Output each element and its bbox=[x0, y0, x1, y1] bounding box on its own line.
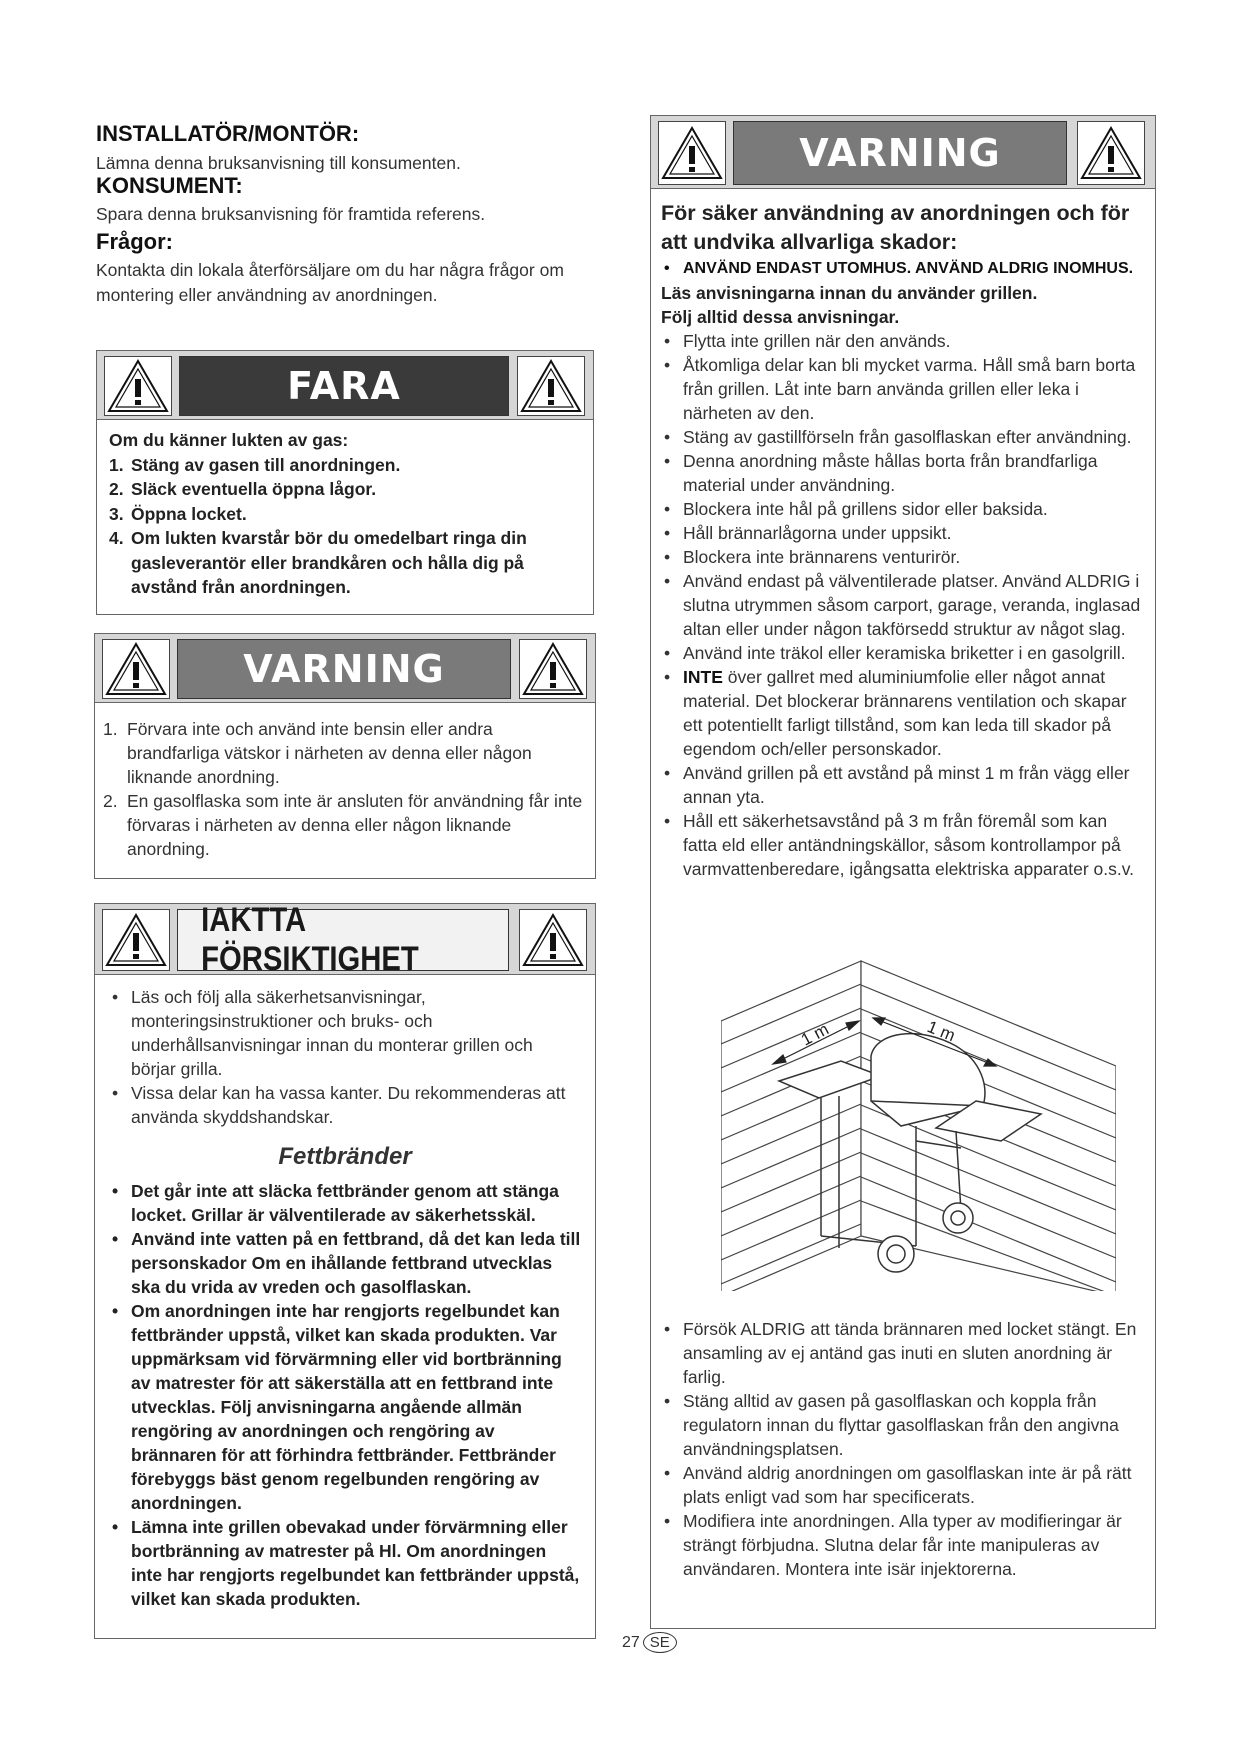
warning-title: VARNING bbox=[177, 639, 511, 699]
caution-banner bbox=[95, 901, 595, 978]
grease-fire-list bbox=[109, 1179, 581, 1611]
warning-banner bbox=[651, 116, 1155, 189]
warning-list-bottom bbox=[661, 1317, 1145, 1581]
warning-item: • Stäng alltid av gasen på gasolflaskan och koppla från regulatorn innan du flyttar gasolflaskan från den angivna användningsplatsen. bbox=[661, 1389, 1145, 1461]
warning-triangle-icon bbox=[658, 121, 726, 185]
warning-item: 2. En gasolflaska som inte är ansluten för användning får inte förvaras i närheten av denna eller någon liknande anordning. bbox=[103, 791, 583, 859]
warning-panel-right bbox=[650, 115, 1156, 1629]
caution-list bbox=[109, 985, 581, 1129]
grease-fire-item: • Om anordningen inte har rengjorts regelbundet kan fettbränder uppstå, vilket kan skada produkten. Var uppmärksam vid förvärmning eller vid bortbränning av matrester för att säkerställa att en fettbrand inte utvecklas. Följ anvisningarna angående allmän rengöring av anordningen och rengöring av brännaren för att förhindra fettbränder. Fettbränder förebyggs bäst genom regelbunden rengöring av anordningen. bbox=[109, 1299, 581, 1515]
warning-item: • Använd endast på välventilerade platser. Använd ALDRIG i slutna utrymmen såsom carport, garage, veranda, inglasad altan eller under någon takförsedd struktur av något slag. bbox=[661, 569, 1145, 641]
warning-item: • Modifiera inte anordningen. Alla typer av modifieringar är strängt förbjudna. Slutna delar får inte manipuleras av användaren. Montera inte isär injektorerna. bbox=[661, 1509, 1145, 1581]
warning-triangle-icon bbox=[519, 639, 587, 699]
warning-item-foil: • INTE över gallret med aluminiumfolie eller något annat material. Det blockerar brännarens ventilation och skapar ett potentiellt farligt tillstånd, som kan leda till skador på egendom och/eller personskador. bbox=[661, 665, 1145, 761]
consumer-text: Spara denna bruksanvisning för framtida referens. bbox=[96, 204, 486, 224]
questions-text-2: montering eller användning av anordningen. bbox=[96, 285, 438, 305]
danger-lead: Om du känner lukten av gas: bbox=[109, 430, 349, 450]
language-badge: SE bbox=[643, 1632, 677, 1653]
warning-item: • Använd grillen på ett avstånd på minst 1 m från vägg eller annan yta. bbox=[661, 761, 1145, 809]
grill-clearance-diagram bbox=[721, 936, 1116, 1291]
read-instructions-line: Läs anvisningarna innan du använder grillen. bbox=[661, 283, 1038, 303]
warning-list-main bbox=[661, 329, 1145, 881]
warning-triangle-icon bbox=[517, 356, 585, 416]
grease-fire-item: • Använd inte vatten på en fettbrand, då det kan leda till personskador Om en ihållande fettbrand utvecklas ska du vrida av vreden och gasolflaskan. bbox=[109, 1227, 581, 1299]
questions-heading: Frågor: bbox=[96, 229, 173, 254]
warning-content-left bbox=[95, 703, 595, 861]
danger-step: 4. Om lukten kvarstår bör du omedelbart ringa din gasleverantör eller brandkåren och hålla dig på avstånd från anordningen. bbox=[109, 528, 527, 597]
caution-item: • Läs och följ alla säkerhetsanvisningar, monteringsinstruktioner och bruks- och underhållsanvisningar innan du monterar grillen och börjar grilla. bbox=[109, 985, 581, 1081]
grease-fire-item: • Det går inte att släcka fettbränder genom att stänga locket. Grillar är välventilerade av säkerhetsskäl. bbox=[109, 1179, 581, 1227]
warning-banner bbox=[95, 634, 595, 703]
warning-content-bottom bbox=[651, 1317, 1155, 1581]
caution-item: • Vissa delar kan ha vassa kanter. Du rekommenderas att använda skyddshandskar. bbox=[109, 1081, 581, 1129]
warning-triangle-icon bbox=[1077, 121, 1145, 185]
warning-triangle-icon bbox=[104, 356, 172, 416]
warning-item: • Använd inte träkol eller keramiska briketter i en gasolgrill. bbox=[661, 641, 1145, 665]
warning-content-right bbox=[651, 257, 1155, 881]
follow-instructions-line: Följ alltid dessa anvisningar. bbox=[661, 307, 900, 327]
danger-title: FARA bbox=[179, 356, 509, 416]
warning-item: 1. Förvara inte och använd inte bensin eller andra brandfarliga vätskor i närheten av denna eller någon liknande anordning. bbox=[103, 719, 532, 787]
inte-word: INTE bbox=[683, 667, 723, 687]
danger-content bbox=[97, 420, 593, 600]
page-number: 27 bbox=[622, 1633, 640, 1651]
warning-item: • Använd aldrig anordningen om gasolflaskan inte är på rätt plats enligt vad som har specificerats. bbox=[661, 1461, 1145, 1509]
grease-fire-heading: Fettbränder bbox=[278, 1143, 412, 1170]
warning-triangle-icon bbox=[519, 909, 587, 971]
grease-fire-item: • Lämna inte grillen obevakad under förvärmning eller bortbränning av matrester på Hl. Om anordningen inte har rengjorts regelbundet kan fettbränder uppstå, vilket kan skada produkten. bbox=[109, 1515, 581, 1611]
warning-item: • Håll brännarlågorna under uppsikt. bbox=[661, 521, 1145, 545]
warning-triangle-icon bbox=[102, 639, 170, 699]
warning-item: • Blockera inte brännarens venturirör. bbox=[661, 545, 1145, 569]
questions-text-1: Kontakta din lokala återförsäljare om du har några frågor om bbox=[96, 260, 564, 280]
danger-step: 2. Släck eventuella öppna lågor. bbox=[109, 479, 377, 499]
warning-intro: För säker användning av anordningen och för att undvika allvarliga skador: bbox=[661, 201, 1130, 254]
warning-item: • Denna anordning måste hållas borta från brandfarliga material under användning. bbox=[661, 449, 1145, 497]
outdoor-only-item: • ANVÄND ENDAST UTOMHUS. ANVÄND ALDRIG INOMHUS. bbox=[661, 257, 1145, 281]
warning-item: • Stäng av gastillförseln från gasolflaskan efter användning. bbox=[661, 425, 1145, 449]
warning-triangle-icon bbox=[102, 909, 170, 971]
warning-panel-left bbox=[94, 633, 596, 879]
warning-item: • Åtkomliga delar kan bli mycket varma. Håll små barn borta från grillen. Låt inte barn använda grillen eller leka i närheten av den. bbox=[661, 353, 1145, 425]
danger-step: 1. Stäng av gasen till anordningen. bbox=[109, 454, 401, 475]
warning-item: • Håll ett säkerhetsavstånd på 3 m från föremål som kan fatta eld eller antändningskällor, såsom kontrollampor på varmvattenberedare, igångsatta elektriska apparater o.s.v. bbox=[661, 809, 1145, 881]
caution-title bbox=[177, 901, 509, 978]
danger-step: 3. Öppna locket. bbox=[109, 503, 247, 524]
warning-item: • Flytta inte grillen när den används. bbox=[661, 329, 1145, 353]
grill-diagram-drawing bbox=[721, 936, 1116, 1291]
warning-title: VARNING bbox=[733, 121, 1067, 185]
installer-text: Lämna denna bruksanvisning till konsumenten. bbox=[96, 153, 461, 173]
clearance-label-left: 1 m bbox=[797, 1019, 832, 1050]
caution-panel bbox=[94, 903, 596, 1639]
caution-title-text: IAKTTA FÖRSIKTIGHET bbox=[201, 901, 419, 978]
warning-list-top bbox=[661, 257, 1145, 281]
danger-steps bbox=[109, 453, 581, 600]
page-footer bbox=[622, 1632, 677, 1653]
warning-list-left bbox=[103, 717, 587, 861]
consumer-heading: KONSUMENT: bbox=[96, 173, 243, 198]
caution-content bbox=[95, 975, 595, 1611]
installer-heading: INSTALLATÖR/MONTÖR: bbox=[96, 121, 360, 146]
danger-banner bbox=[97, 351, 593, 420]
clearance-label-right: 1 m bbox=[924, 1017, 958, 1046]
warning-item: • Blockera inte hål på grillens sidor eller baksida. bbox=[661, 497, 1145, 521]
warning-item: • Försök ALDRIG att tända brännaren med locket stängt. En ansamling av ej antänd gas inuti en sluten anordning är farlig. bbox=[661, 1317, 1145, 1389]
danger-panel bbox=[96, 350, 594, 615]
